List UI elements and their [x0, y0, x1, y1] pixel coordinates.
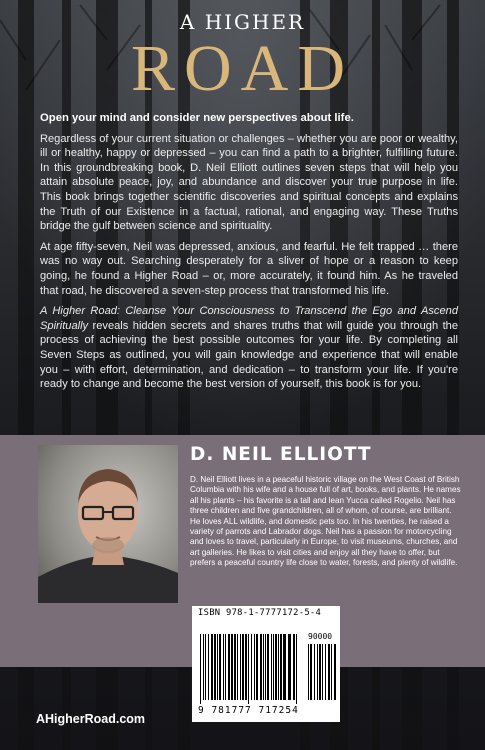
blurb-paragraph-3-text: reveals hidden secrets and shares truths that will guide you through the process of achieving the best possible outcomes for your life. By completing all Seven Steps as outlined, you will gain knowledge and experience that will enable you – with effort, determination, and dedication – to transform your life. If you're ready to change and become the best version of yourself, this book is for you. — [40, 319, 458, 391]
title-line-2: ROAD — [130, 32, 354, 105]
blurb-paragraph-3 — [40, 304, 458, 392]
book-full-title: A Higher Road: Cleanse Your Consciousness to Transcend the Ego and Ascend Spiritually — [40, 305, 458, 332]
author-photo — [38, 445, 178, 603]
barcode-number: 9 781777 717254 — [198, 705, 299, 716]
author-bio: D. Neil Elliott lives in a peaceful historic village on the West Coast of British Columbia with his wife and a house full of art, books, and plants. He names all his plants – his favorite is a tall and lean Yucca called Rogelio. Neil has three children and five grandchildren, all of whom, of course, are brilliant. He loves ALL wildlife, and domestic pets too. In his twenties, he raised a variety of parrots and Labrador dogs. Neil has a passion for motorcycling and loves to travel, particularly in Europe, to visit museums, churches, and art galleries. He likes to visit cities and enjoy all they have to offer, but prefers a peaceful country life close to water, forests, and plenty of wildlife. — [190, 475, 461, 568]
blurb-paragraph-2: At age fifty-seven, Neil was depressed, anxious, and fearful. He felt trapped … there was no way out. Searching desperately for a sliver of hope or a reason to keep going, he found a Higher Road – or, more accurately, it found him. As he traveled that road, he discovered a seven-step process that transformed his life. — [40, 240, 458, 297]
blurb-paragraph-1: Regardless of your current situation or challenges – whether you are poor or wealthy, ill or healthy, happy or depressed – you can find a path to a brighter, fulfilling future. In this groundbreaking book, D. Neil Elliott outlines seven steps that will help you attain absolute peace, joy, and abundance and discover your true purpose in life. This book brings together scientific discoveries and spiritual concepts and explains the Truth of our Existence in a factual, rational, and engaging way. These Truths bridge the gulf between science and spirituality. — [40, 132, 458, 233]
isbn-text: ISBN 978-1-7777172-5-4 — [198, 608, 322, 618]
title-line-1: A HIGHER — [179, 10, 306, 34]
blurb-lead: Open your mind and consider new perspectives about life. — [40, 112, 354, 124]
website-url: AHigherRoad.com — [36, 712, 146, 726]
author-name: D. NEIL ELLIOTT — [190, 444, 372, 465]
price-code: 90000 — [308, 632, 333, 641]
author-portrait-icon — [38, 445, 178, 603]
back-cover-blurb — [40, 111, 458, 398]
